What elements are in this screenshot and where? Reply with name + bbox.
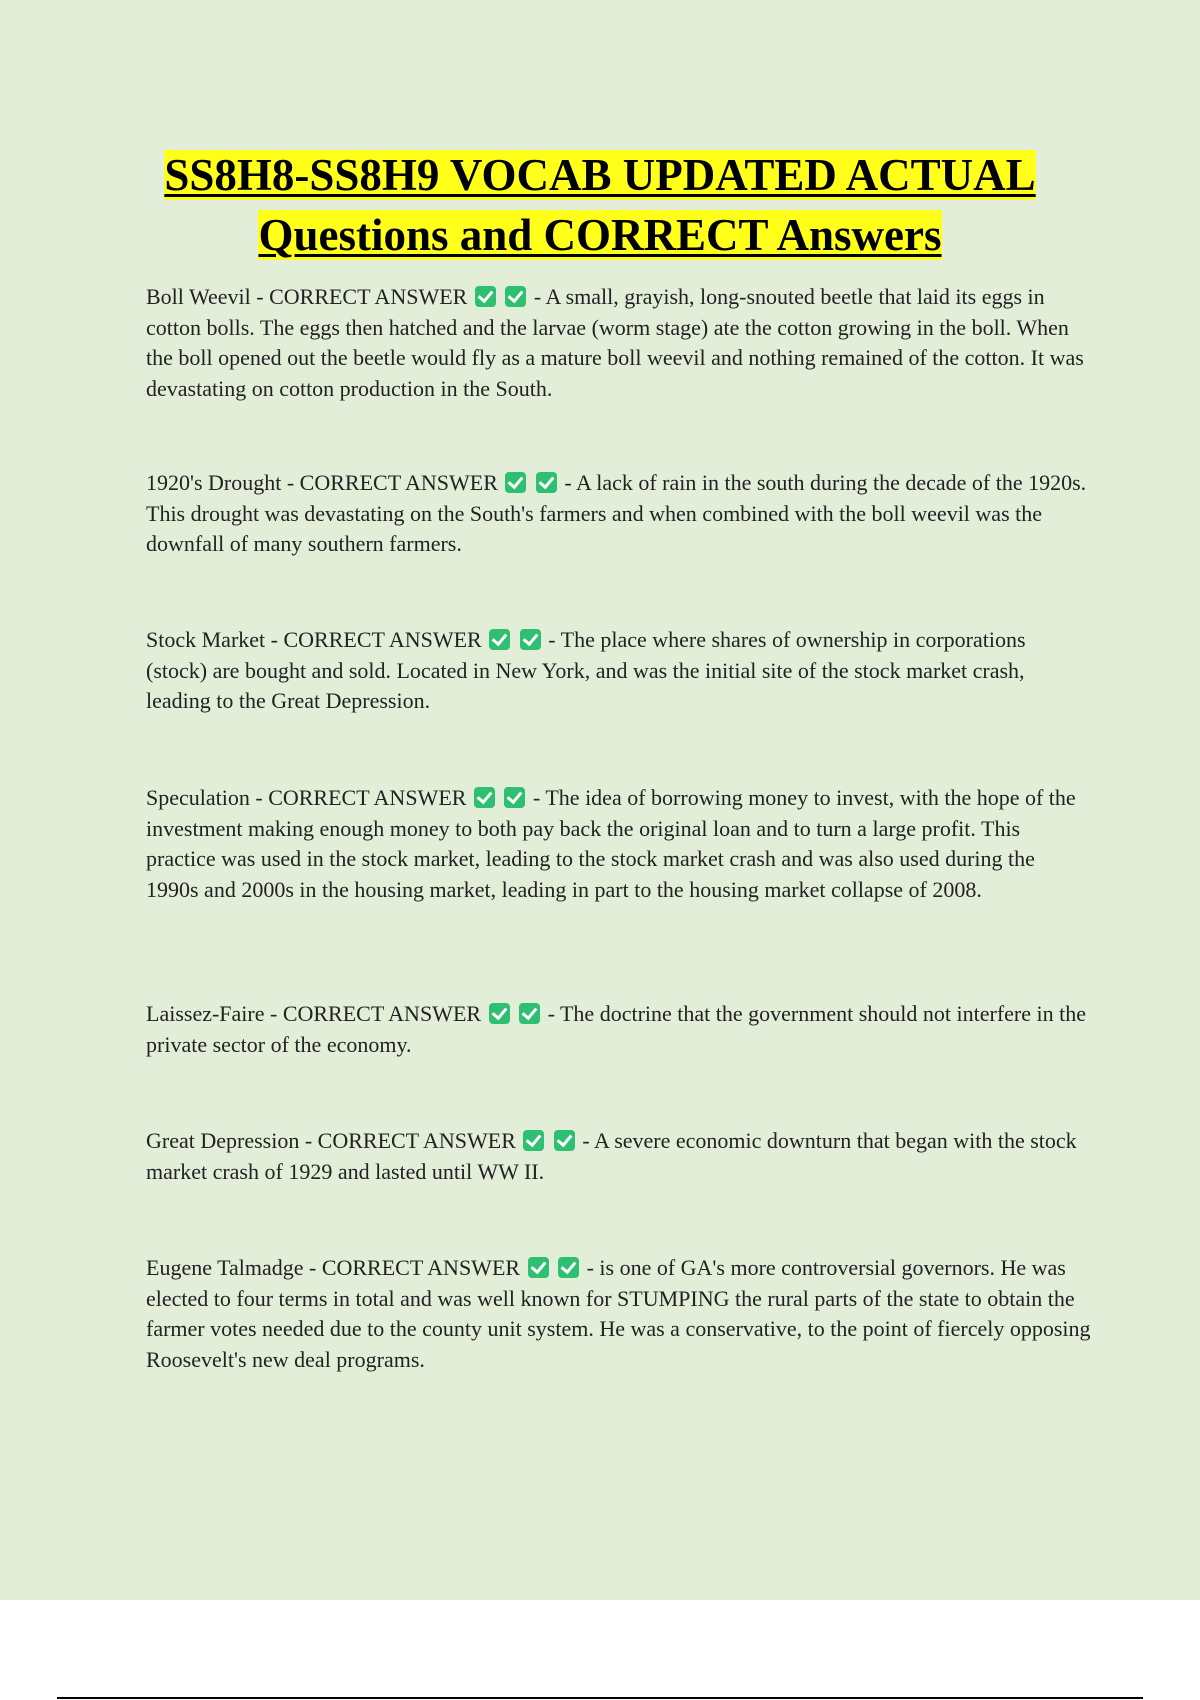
- check-box-icon: [489, 1003, 510, 1024]
- vocab-term: 1920's Drought - CORRECT ANSWER: [146, 470, 498, 495]
- vocab-definition: - The idea of borrowing money to invest, with the hope of the investment making enough money to both pay back the original loan and to turn a large profit. This practice was used in the stock market, leading to the stock market crash and was also used during the 1990s and 2000s in the housing market, leading in part to the housing market collapse of 2008.: [146, 785, 1076, 902]
- vocab-term: Speculation - CORRECT ANSWER: [146, 785, 467, 810]
- vocab-entry: [146, 1253, 1091, 1375]
- vocab-definition: - A severe economic downturn that began with the stock market crash of 1929 and lasted until WW II.: [146, 1128, 1077, 1184]
- check-box-icon: [519, 1003, 540, 1024]
- check-box-icon: [520, 629, 541, 650]
- check-box-icon: [504, 787, 525, 808]
- vocab-definition: - A lack of rain in the south during the decade of the 1920s. This drought was devastating on the South's farmers and when combined with the boll weevil was the downfall of many southern farmers.: [146, 470, 1087, 556]
- vocab-term: Stock Market - CORRECT ANSWER: [146, 627, 482, 652]
- vocab-definition: - is one of GA's more controversial governors. He was elected to four terms in total and was well known for STUMPING the rural parts of the state to obtain the farmer votes needed due to the county unit system. He was a conservative, to the point of fiercely opposing Roosevelt's new deal programs.: [146, 1255, 1091, 1372]
- check-box-icon: [505, 286, 526, 307]
- check-box-icon: [554, 1130, 575, 1151]
- check-box-icon: [489, 629, 510, 650]
- check-box-icon: [505, 472, 526, 493]
- check-box-icon: [474, 787, 495, 808]
- vocab-entry: [146, 625, 1091, 717]
- title-line-1: SS8H8-SS8H9 VOCAB UPDATED ACTUAL: [164, 150, 1036, 200]
- vocab-term: Eugene Talmadge - CORRECT ANSWER: [146, 1255, 521, 1280]
- check-box-icon: [536, 472, 557, 493]
- title-line-2: Questions and CORRECT Answers: [258, 210, 942, 260]
- vocab-entry: [146, 999, 1091, 1060]
- vocab-entry: [146, 468, 1091, 560]
- vocab-definition: - A small, grayish, long-snouted beetle that laid its eggs in cotton bolls. The eggs then hatched and the larvae (worm stage) ate the cotton growing in the boll. When the boll opened out the beetle would fly as a mature boll weevil and nothing remained of the cotton. It was devastating on cotton production in the South.: [146, 284, 1084, 401]
- vocab-entry: [146, 1126, 1091, 1187]
- vocab-term: Boll Weevil - CORRECT ANSWER: [146, 284, 468, 309]
- check-box-icon: [528, 1257, 549, 1278]
- check-box-icon: [475, 286, 496, 307]
- vocab-definition: - The place where shares of ownership in corporations (stock) are bought and sold. Located in New York, and was the initial site of the stock market crash, leading to the Great Depression.: [146, 627, 1026, 713]
- check-box-icon: [558, 1257, 579, 1278]
- vocab-definition: - The doctrine that the government should not interfere in the private sector of the economy.: [146, 1001, 1086, 1057]
- vocab-term: Great Depression - CORRECT ANSWER: [146, 1128, 516, 1153]
- check-box-icon: [523, 1130, 544, 1151]
- vocab-entry: [146, 282, 1091, 404]
- document-title: [60, 145, 1140, 265]
- footer-divider: [57, 1697, 1143, 1699]
- vocab-term: Laissez-Faire - CORRECT ANSWER: [146, 1001, 482, 1026]
- vocab-entry: [146, 783, 1091, 905]
